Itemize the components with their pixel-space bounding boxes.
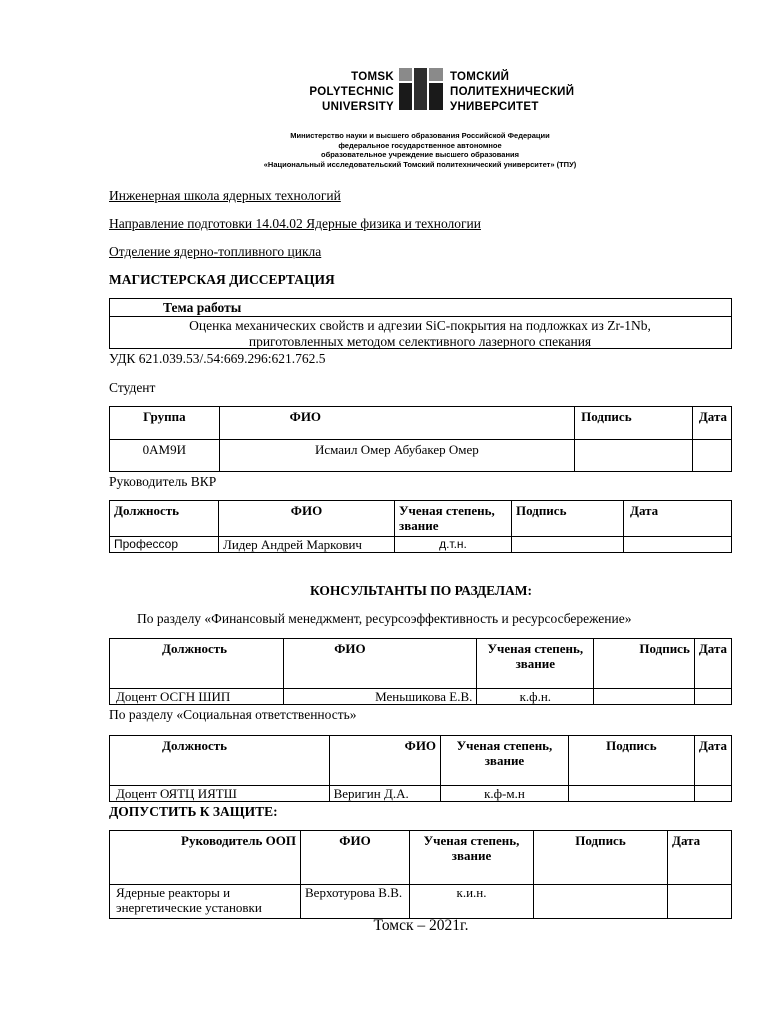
logo-russian bbox=[450, 70, 610, 115]
supervisor-label: Руководитель ВКР bbox=[109, 474, 217, 489]
header-cell: Дата bbox=[624, 501, 732, 537]
udk: УДК 621.039.53/.54:669.296:621.762.5 bbox=[109, 351, 326, 366]
header-cell: Руководитель ООП bbox=[110, 831, 301, 885]
admit-title: ДОПУСТИТЬ К ЗАЩИТЕ: bbox=[109, 804, 278, 819]
document-type: МАГИСТЕРСКАЯ ДИССЕРТАЦИЯ bbox=[109, 272, 335, 287]
header-cell: ФИО bbox=[284, 639, 477, 689]
header-cell: Должность bbox=[110, 736, 330, 786]
ministry-line: «Национальный исследовательский Томский политехнический университет» (ТПУ) bbox=[263, 159, 577, 169]
table-header-row bbox=[110, 639, 732, 689]
header-cell: ФИО bbox=[301, 831, 410, 885]
finance-section-label: По разделу «Финансовый менеджмент, ресурсоэффективность и ресурсосбережение» bbox=[137, 611, 632, 626]
ministry-line: Министерство науки и высшего образования Российской Федерации bbox=[290, 131, 550, 140]
table-cell: Исмаил Омер Абубакер Омер bbox=[219, 440, 574, 472]
date-cell bbox=[668, 885, 732, 919]
table-cell: Профессор bbox=[110, 537, 219, 553]
header-cell: Дата bbox=[668, 831, 732, 885]
header-cell: Подпись bbox=[534, 831, 668, 885]
header-cell: Подпись bbox=[594, 639, 695, 689]
tpu-logo-icon bbox=[399, 68, 443, 110]
theme-text bbox=[112, 318, 728, 350]
table-header-row bbox=[110, 831, 732, 885]
table-cell: к.ф.н. bbox=[477, 689, 594, 705]
signature-cell bbox=[575, 440, 693, 472]
logo-ru-line: УНИВЕРСИТЕТ bbox=[450, 101, 539, 113]
header-cell: Ученая степень, звание bbox=[441, 736, 569, 786]
header-cell: Подпись bbox=[512, 501, 624, 537]
direction: Направление подготовки 14.04.02 Ядерные физика и технологии bbox=[109, 216, 481, 231]
supervisor-table bbox=[109, 500, 732, 553]
logo-en-line: UNIVERSITY bbox=[321, 101, 394, 113]
table-cell: Веригин Д.А. bbox=[329, 786, 440, 802]
table-cell: Верхотурова В.В. bbox=[301, 885, 410, 919]
header-cell: Дата bbox=[692, 407, 731, 440]
theme-label: Тема работы bbox=[163, 300, 242, 315]
logo-ru-line: ТОМСКИЙ bbox=[450, 71, 510, 83]
admit-table bbox=[109, 830, 732, 919]
student-table bbox=[109, 406, 732, 472]
ministry-header bbox=[180, 131, 660, 169]
social-consultant-table bbox=[109, 735, 732, 802]
ministry-line: федеральное государственное автономное bbox=[338, 140, 502, 150]
header-cell: Ученая степень, звание bbox=[395, 501, 512, 537]
finance-consultant-table bbox=[109, 638, 732, 705]
header-cell: ФИО bbox=[219, 501, 395, 537]
date-cell bbox=[694, 786, 731, 802]
department: Отделение ядерно-топливного цикла bbox=[109, 244, 322, 259]
logo-en-line: TOMSK bbox=[351, 71, 394, 83]
signature-cell bbox=[534, 885, 668, 919]
table-row bbox=[110, 537, 732, 553]
header-cell: Должность bbox=[110, 501, 219, 537]
header-cell: Ученая степень, звание bbox=[477, 639, 594, 689]
table-header-row bbox=[110, 501, 732, 537]
table-cell: Лидер Андрей Маркович bbox=[219, 537, 395, 553]
header-cell: Ученая степень, звание bbox=[410, 831, 534, 885]
theme-line: Оценка механических свойств и адгезии SiC-покрытия на подложках из Zr-1Nb, bbox=[189, 318, 651, 333]
header-cell: Дата bbox=[694, 736, 731, 786]
header-cell: Подпись bbox=[568, 736, 694, 786]
student-label: Студент bbox=[109, 380, 156, 395]
header-cell: Дата bbox=[694, 639, 731, 689]
table-cell: к.и.н. bbox=[410, 885, 534, 919]
logo-ru-line: ПОЛИТЕХНИЧЕСКИЙ bbox=[450, 86, 575, 98]
table-cell: Доцент ОЯТЦ ИЯТШ bbox=[110, 786, 330, 802]
divider bbox=[110, 316, 731, 317]
table-header-row bbox=[110, 407, 732, 440]
table-header-row bbox=[110, 736, 732, 786]
table-cell: Доцент ОСГН ШИП bbox=[110, 689, 284, 705]
table-cell: Меньшикова Е.В. bbox=[284, 689, 477, 705]
logo-english bbox=[250, 70, 394, 115]
table-row bbox=[110, 885, 732, 919]
signature-cell bbox=[568, 786, 694, 802]
theme-line: приготовленных методом селективного лазерного спекания bbox=[248, 334, 592, 349]
social-section-label: По разделу «Социальная ответственность» bbox=[109, 707, 357, 722]
signature-cell bbox=[594, 689, 695, 705]
header-cell: ФИО bbox=[219, 407, 574, 440]
table-row bbox=[110, 440, 732, 472]
table-row bbox=[110, 689, 732, 705]
header-cell: Группа bbox=[110, 407, 220, 440]
table-cell: д.т.н. bbox=[395, 537, 512, 553]
header-cell: Должность bbox=[110, 639, 284, 689]
date-cell bbox=[692, 440, 731, 472]
ministry-line: образовательное учреждение высшего образования bbox=[321, 150, 519, 159]
table-cell: Ядерные реакторы и энергетические установки bbox=[110, 885, 301, 919]
table-row bbox=[110, 786, 732, 802]
school-name: Инженерная школа ядерных технологий bbox=[109, 188, 341, 203]
table-cell: к.ф-м.н bbox=[441, 786, 569, 802]
signature-cell bbox=[512, 537, 624, 553]
date-cell bbox=[624, 537, 732, 553]
logo-en-line: POLYTECHNIC bbox=[309, 86, 394, 98]
table-cell: 0АМ9И bbox=[110, 440, 220, 472]
consultants-title: КОНСУЛЬТАНТЫ ПО РАЗДЕЛАМ: bbox=[309, 583, 533, 598]
header-cell: ФИО bbox=[329, 736, 440, 786]
footer-city-year: Томск – 2021г. bbox=[373, 917, 469, 934]
header-cell: Подпись bbox=[575, 407, 693, 440]
date-cell bbox=[694, 689, 731, 705]
